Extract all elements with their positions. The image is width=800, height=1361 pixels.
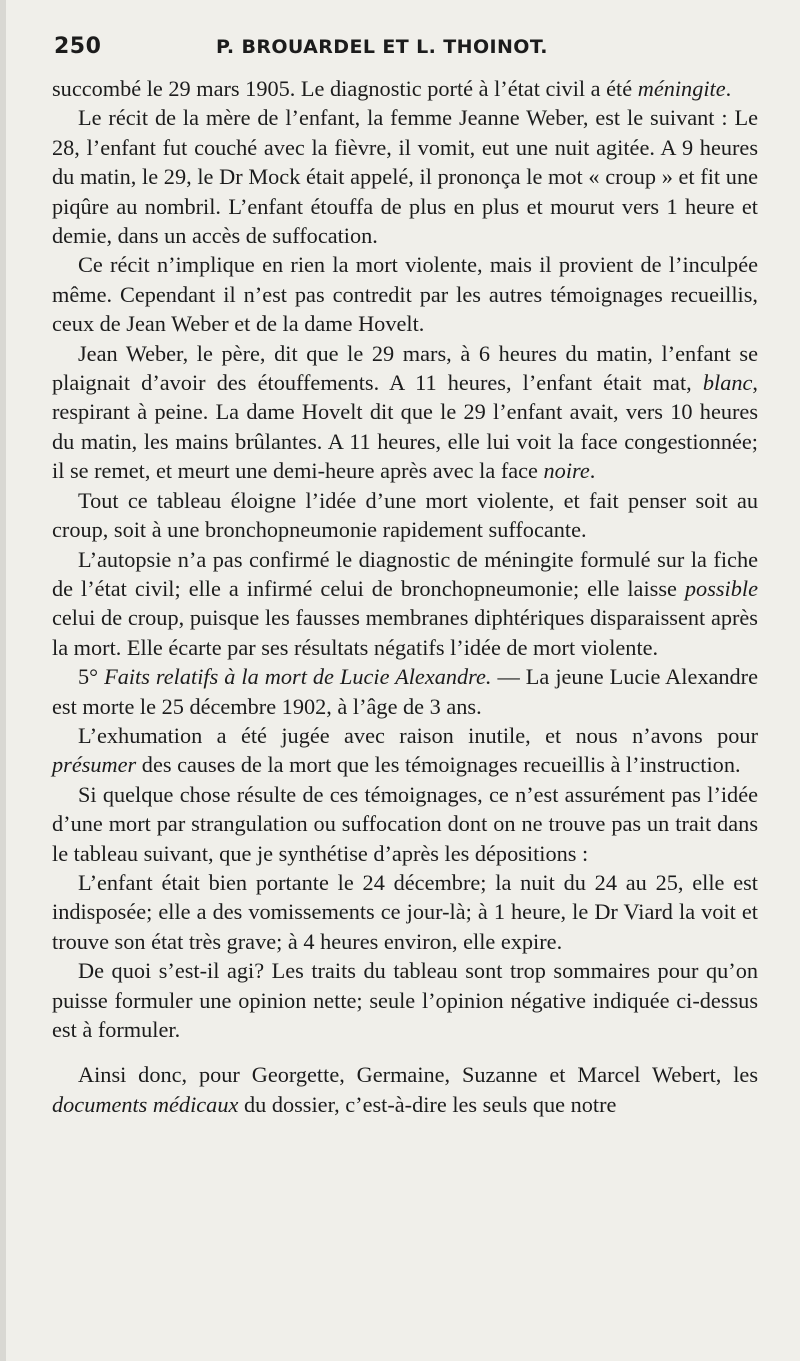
paragraph <box>52 486 758 545</box>
text-run: celui de croup, puisque les fausses membranes diphtériques disparaissent après la mort. Elle écarte par ses résultats négatifs l’idée de mort violente. <box>52 605 758 660</box>
paragraph <box>52 339 758 486</box>
text-run: L’enfant était bien portante le 24 décembre; la nuit du 24 au 25, elle est indisposée; elle a des vomissements ce jour-là; à 1 heure, le Dr Viard la voit et trouve son état très grave; à 4 heures environ, elle expire. <box>52 869 758 954</box>
text-run: Tout ce tableau éloigne l’idée d’une mort violente, et fait penser soit au croup, soit à une bronchopneumonie rapidement suffocante. <box>52 487 758 543</box>
page-header <box>46 34 760 64</box>
italic-text: documents médicaux <box>52 1091 239 1117</box>
text-run: Si quelque chose résulte de ces témoignages, ce n’est assurément pas l’idée d’une mort par strangulation ou suffocation dont on ne trouve pas un trait dans le tableau suivant, que je synthétise d’après les dépositions : <box>52 781 758 866</box>
paragraph <box>52 721 758 780</box>
text-run: Jean Weber, le père, dit que le 29 mars, à 6 heures du matin, l’enfant se plaignait d’avoir des étouffements. A 11 heures, l’enfant était mat, <box>52 340 758 396</box>
text-run: du dossier, c’est-à-dire les seuls que notre <box>238 1091 617 1117</box>
paragraph <box>52 545 758 663</box>
paragraph <box>52 103 758 250</box>
page-number: 250 <box>54 34 102 59</box>
italic-text: présumer <box>52 752 137 778</box>
paragraph <box>52 780 758 868</box>
text-run: L’autopsie n’a pas confirmé le diagnostic de méningite formulé sur la fiche de l’état civil; elle a infirmé celui de bronchopneumonie; elle laisse <box>52 546 758 601</box>
text-run: . <box>589 458 596 484</box>
paragraph <box>52 662 758 721</box>
text-run: Ce récit n’implique en rien la mort violente, mais il provient de l’inculpée même. Cependant il n’est pas contredit par les autres témoignages recueillis, ceux de Jean Weber et de la dame Hovelt. <box>52 252 758 337</box>
running-head: P. BROUARDEL ET L. THOINOT. <box>216 36 548 58</box>
paragraph <box>52 956 758 1044</box>
paragraph <box>52 74 758 103</box>
paragraph <box>52 250 758 338</box>
text-run: De quoi s’est-il agi? Les traits du tableau sont trop sommaires pour qu’on puisse formuler une opinion nette; seule l’opinion négative indiquée ci-dessus est à formuler. <box>52 958 758 1042</box>
italic-text: possible <box>684 575 758 601</box>
text-run: des causes de la mort que les témoignages recueillis à l’instruction. <box>136 752 741 778</box>
paragraph <box>52 868 758 956</box>
italic-text: noire <box>543 458 590 484</box>
text-run: Ainsi donc, pour Georgette, Germaine, Suzanne et Marcel Webert, les <box>78 1062 758 1088</box>
text-run: 5° <box>78 664 105 690</box>
text-run: — La jeune Lucie Alexandre est morte le 25 décembre 1902, à l’âge de 3 ans. <box>52 664 758 719</box>
italic-text: Faits relatifs à la mort de Lucie Alexandre. <box>104 664 492 690</box>
text-run: , respirant à peine. La dame Hovelt dit que le 29 l’enfant avait, vers 10 heures du matin, les mains brûlantes. A 11 heures, elle lui voit la face congestionnée; il se remet, et meurt une demi-heure après avec la face <box>52 370 758 484</box>
paragraph <box>52 1060 758 1119</box>
text-run: Le récit de la mère de l’enfant, la femme Jeanne Weber, est le suivant : Le 28, l’enfant fut couché avec la fièvre, il vomit, eut une nuit agitée. A 9 heures du matin, le 29, le Dr Mock était appelé, il prononça le mot « croup » et fit une piqûre au nombril. L’enfant étouffa de plus en plus et mourut vers 1 heure et demie, dans un accès de suffocation. <box>52 105 758 249</box>
text-run: . <box>725 76 732 101</box>
text-run: succombé le 29 mars 1905. Le diagnostic porté à l’état civil a été <box>52 76 638 101</box>
text-run: L’exhumation a été jugée avec raison inutile, et nous n’avons pour <box>78 722 758 748</box>
body-text <box>52 74 758 1119</box>
italic-text: blanc <box>702 370 753 396</box>
italic-text: méningite <box>637 76 726 101</box>
